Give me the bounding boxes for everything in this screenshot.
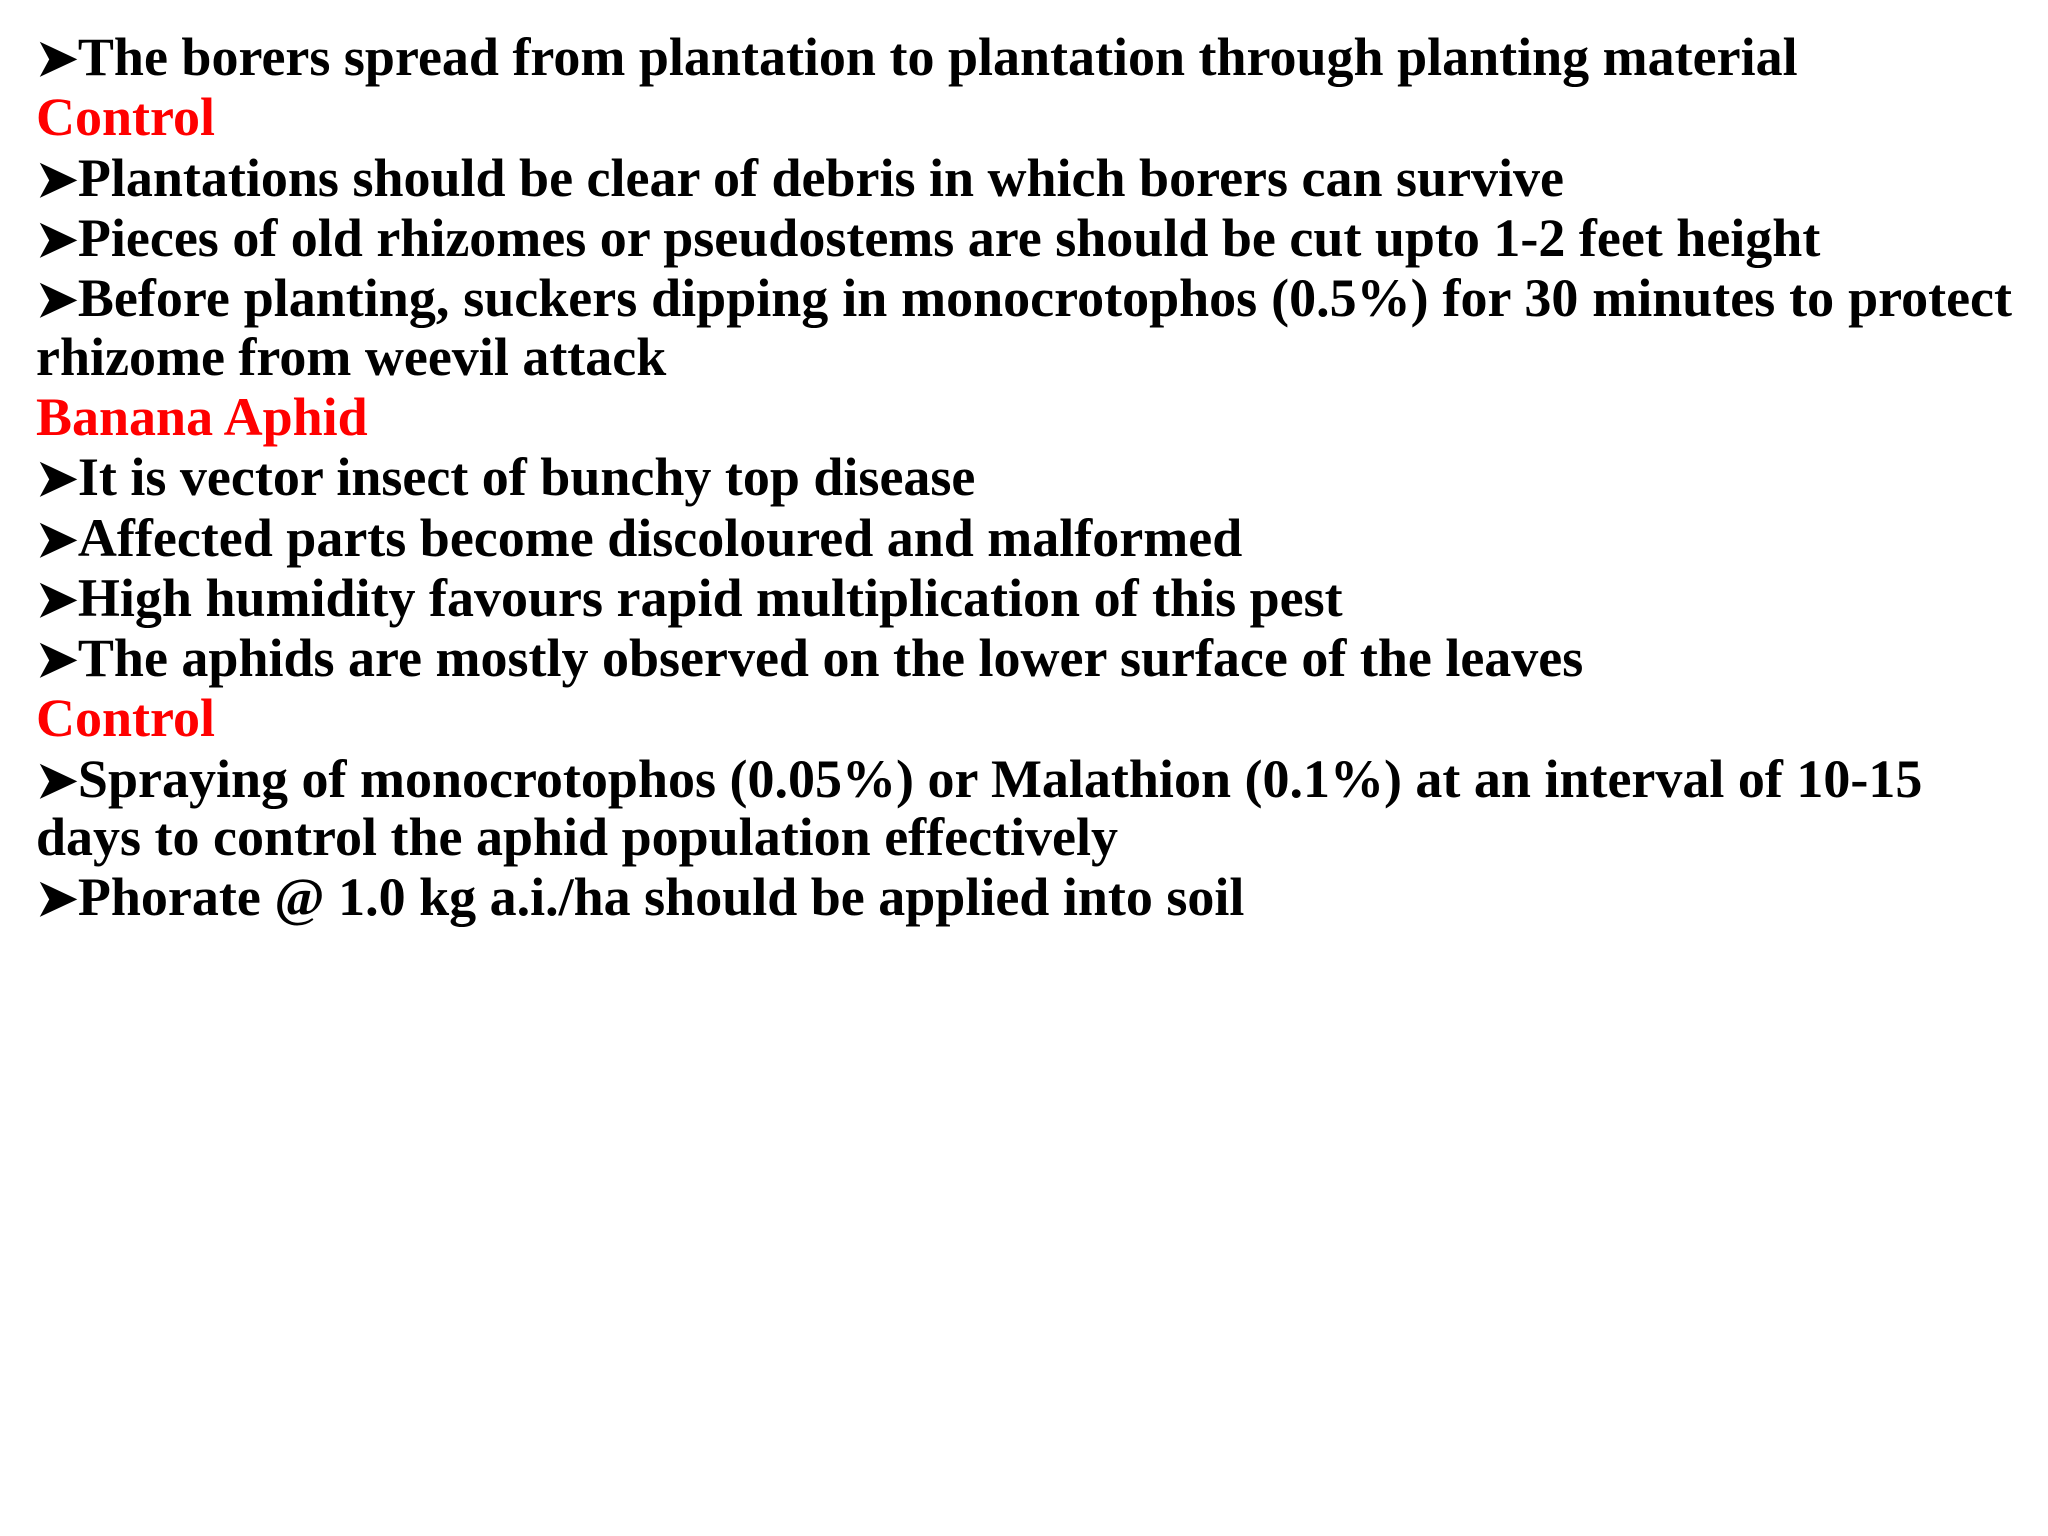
section-heading-banana-aphid: Banana Aphid (36, 386, 368, 447)
bullet-text: It is vector insect of bunchy top disease (77, 447, 976, 508)
bullet-item (36, 448, 2012, 506)
bullet-item (36, 28, 2012, 86)
bullet-arrow-icon: ➤ (36, 271, 78, 328)
bullet-arrow-icon: ➤ (36, 450, 78, 507)
bullet-arrow-icon: ➤ (36, 510, 78, 567)
bullet-item (36, 149, 2012, 207)
bullet-arrow-icon: ➤ (36, 30, 78, 86)
section-heading-control-1: Control (36, 87, 216, 148)
section-heading-control-2: Control (36, 688, 216, 749)
bullet-item (36, 509, 2012, 567)
bullet-text: Plantations should be clear of debris in which borers can survive (77, 147, 1565, 208)
bullet-arrow-icon: ➤ (36, 570, 78, 627)
bullet-arrow-icon: ➤ (36, 210, 78, 267)
bullet-item (36, 629, 2012, 687)
bullet-text: Pieces of old rhizomes or pseudostems are should be cut upto 1-2 feet height (77, 207, 1821, 268)
bullet-text: Spraying of monocrotophos (0.05%) or Malathion (0.1%) at an interval of 10-15 days to control the aphid population effectively (36, 748, 1923, 868)
bullet-arrow-icon: ➤ (36, 150, 78, 207)
bullet-text: Affected parts become discoloured and malformed (77, 507, 1243, 568)
bullet-text: Phorate @ 1.0 kg a.i./ha should be applied into soil (77, 867, 1245, 928)
bullet-item (36, 569, 2012, 627)
bullet-arrow-icon: ➤ (36, 631, 78, 688)
bullet-item (36, 868, 2012, 926)
bullet-arrow-icon: ➤ (36, 870, 78, 927)
bullet-item (36, 269, 2012, 386)
bullet-item (36, 209, 2012, 267)
bullet-item (36, 750, 2012, 867)
bullet-text: High humidity favours rapid multiplication of this pest (77, 567, 1343, 628)
bullet-arrow-icon: ➤ (36, 751, 78, 808)
bullet-text: The borers spread from plantation to plantation through planting material (77, 27, 1798, 87)
bullet-text: The aphids are mostly observed on the lower surface of the leaves (77, 628, 1584, 689)
bullet-text: Before planting, suckers dipping in monocrotophos (0.5%) for 30 minutes to protect rhizome from weevil attack (36, 268, 2012, 387)
